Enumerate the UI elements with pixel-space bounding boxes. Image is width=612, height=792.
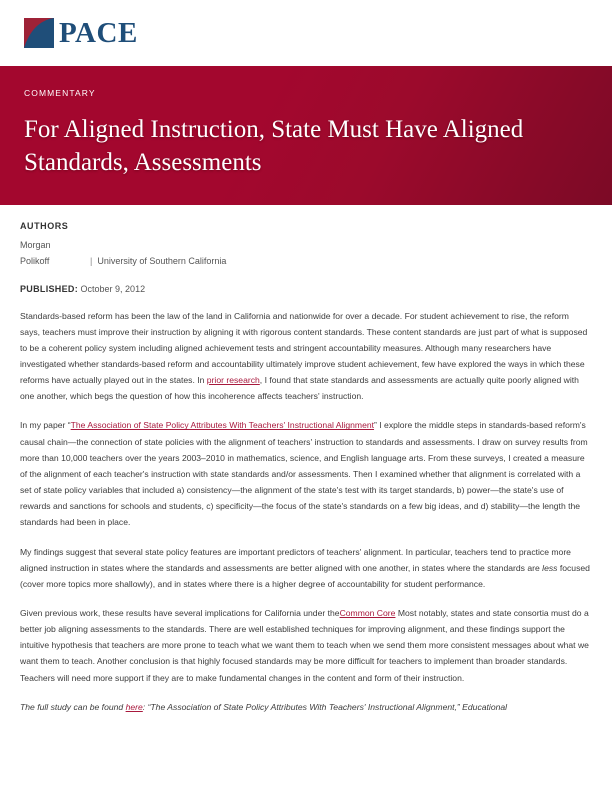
link-paper-title[interactable]: The Association of State Policy Attributes With Teachers' Instructional Alignment	[70, 420, 375, 431]
paragraph-2-text-a: In my paper “	[20, 420, 71, 431]
author-separator: |	[90, 255, 93, 266]
paragraph-2-text-b: ” I explore the middle steps in standards-based reform's causal chain—the connection of state policies with the alignment of teachers' instruction to standards and assessments. I draw on survey results from more than 10,000 teachers over the years 2003–2010 in mathematics, science, and English language arts. From these surveys, I created a measure of the alignment of each teacher's instruction with state standards and/or assessments. Then I examined whether that alignment is correlated with a set of state policy variables that included a) consistency—the alignment of the state's test with its target standards, b) power—the state's use of rewards and sanctions for schools and students, c) specificity—the focus of the state's standards on a few big ideas, and d) stability—the length the standards had been in place.	[20, 420, 588, 528]
paragraph-1-text-a: Standards-based reform has been the law of the land in California and nationwide for over a decade. For student achievement to rise, the reform says, teachers must improve their instruction by aligning it with rigorous content standards. These content standards are just part of what is supposed to be a coherent policy system including aligned achievement tests and stringent accountability measures. Although many researchers have investigated whether standards-based reform and accountability ultimately improve student achievement, few have explored the ways in which these reforms have actually played out in the states. In	[20, 310, 588, 386]
published-line	[20, 284, 588, 294]
paragraph-4	[20, 605, 590, 686]
page-title: For Aligned Instruction, State Must Have Aligned Standards, Assessments	[24, 116, 524, 176]
author-entry	[20, 254, 588, 270]
paragraph-3	[20, 544, 590, 592]
author-entry	[20, 238, 588, 254]
pace-logo[interactable]	[24, 18, 138, 48]
emphasis-less: less	[542, 562, 558, 573]
pace-wordmark: PACE	[59, 16, 138, 49]
link-prior-research[interactable]: prior research	[206, 375, 260, 386]
authors-label: AUTHORS	[20, 221, 69, 231]
content-type-eyebrow: COMMENTARY	[24, 88, 96, 98]
paragraph-4-text-b: Most notably, states and state consortia must do a better job aligning assessments to the standards. There are well established techniques for improving alignment, and these findings support the intuitive hypothesis that teachers are more prone to teach what we want them to teach when we send them more consistent messages about what we want them to teach. Another conclusion is that highly focused standards may be more difficult for teachers to implement than broader standards. Teachers will need more support if they are to make fundamental changes in the content and form of their instruction.	[20, 608, 589, 683]
paragraph-5-text-a: The full study can be found	[20, 701, 126, 712]
paragraph-5-text-b: : “The Association of State Policy Attributes With Teachers' Instructional Alignment,” Educational	[142, 701, 508, 712]
logo-bar	[0, 0, 612, 66]
author-name: Morgan	[20, 240, 51, 250]
article-meta	[0, 205, 612, 294]
paragraph-5-citation	[20, 699, 590, 715]
link-common-core[interactable]: Common Core	[339, 608, 396, 618]
paragraph-3-text-b: focused (cover more topics more shallowly), and in states where there is a higher degree of accountability for student performance.	[20, 562, 590, 589]
author-affiliation: University of Southern California	[97, 255, 227, 266]
published-date: October 9, 2012	[80, 283, 146, 294]
article-body	[0, 294, 612, 715]
published-label: PUBLISHED:	[20, 283, 79, 294]
link-here[interactable]: here	[125, 701, 143, 712]
paragraph-3-text-a: My findings suggest that several state policy features are important predictors of teachers' alignment. In particular, teachers tend to practice more aligned instruction in states where the standards and assessments are better aligned with one another, in states where the standards are	[20, 546, 571, 573]
pace-diagonal-swoosh-icon	[24, 18, 54, 48]
article-header-band	[0, 66, 612, 205]
paragraph-1	[20, 308, 590, 405]
paragraph-4-text-a: Given previous work, these results have several implications for California under the	[20, 608, 340, 618]
paragraph-1-text-b: , I found that state standards and assessments are actually quite poorly aligned with one another, which begs the question of how this incoherence affects teachers' instruction.	[20, 375, 579, 402]
author-name: Polikoff	[20, 255, 50, 266]
paragraph-2	[20, 417, 590, 530]
